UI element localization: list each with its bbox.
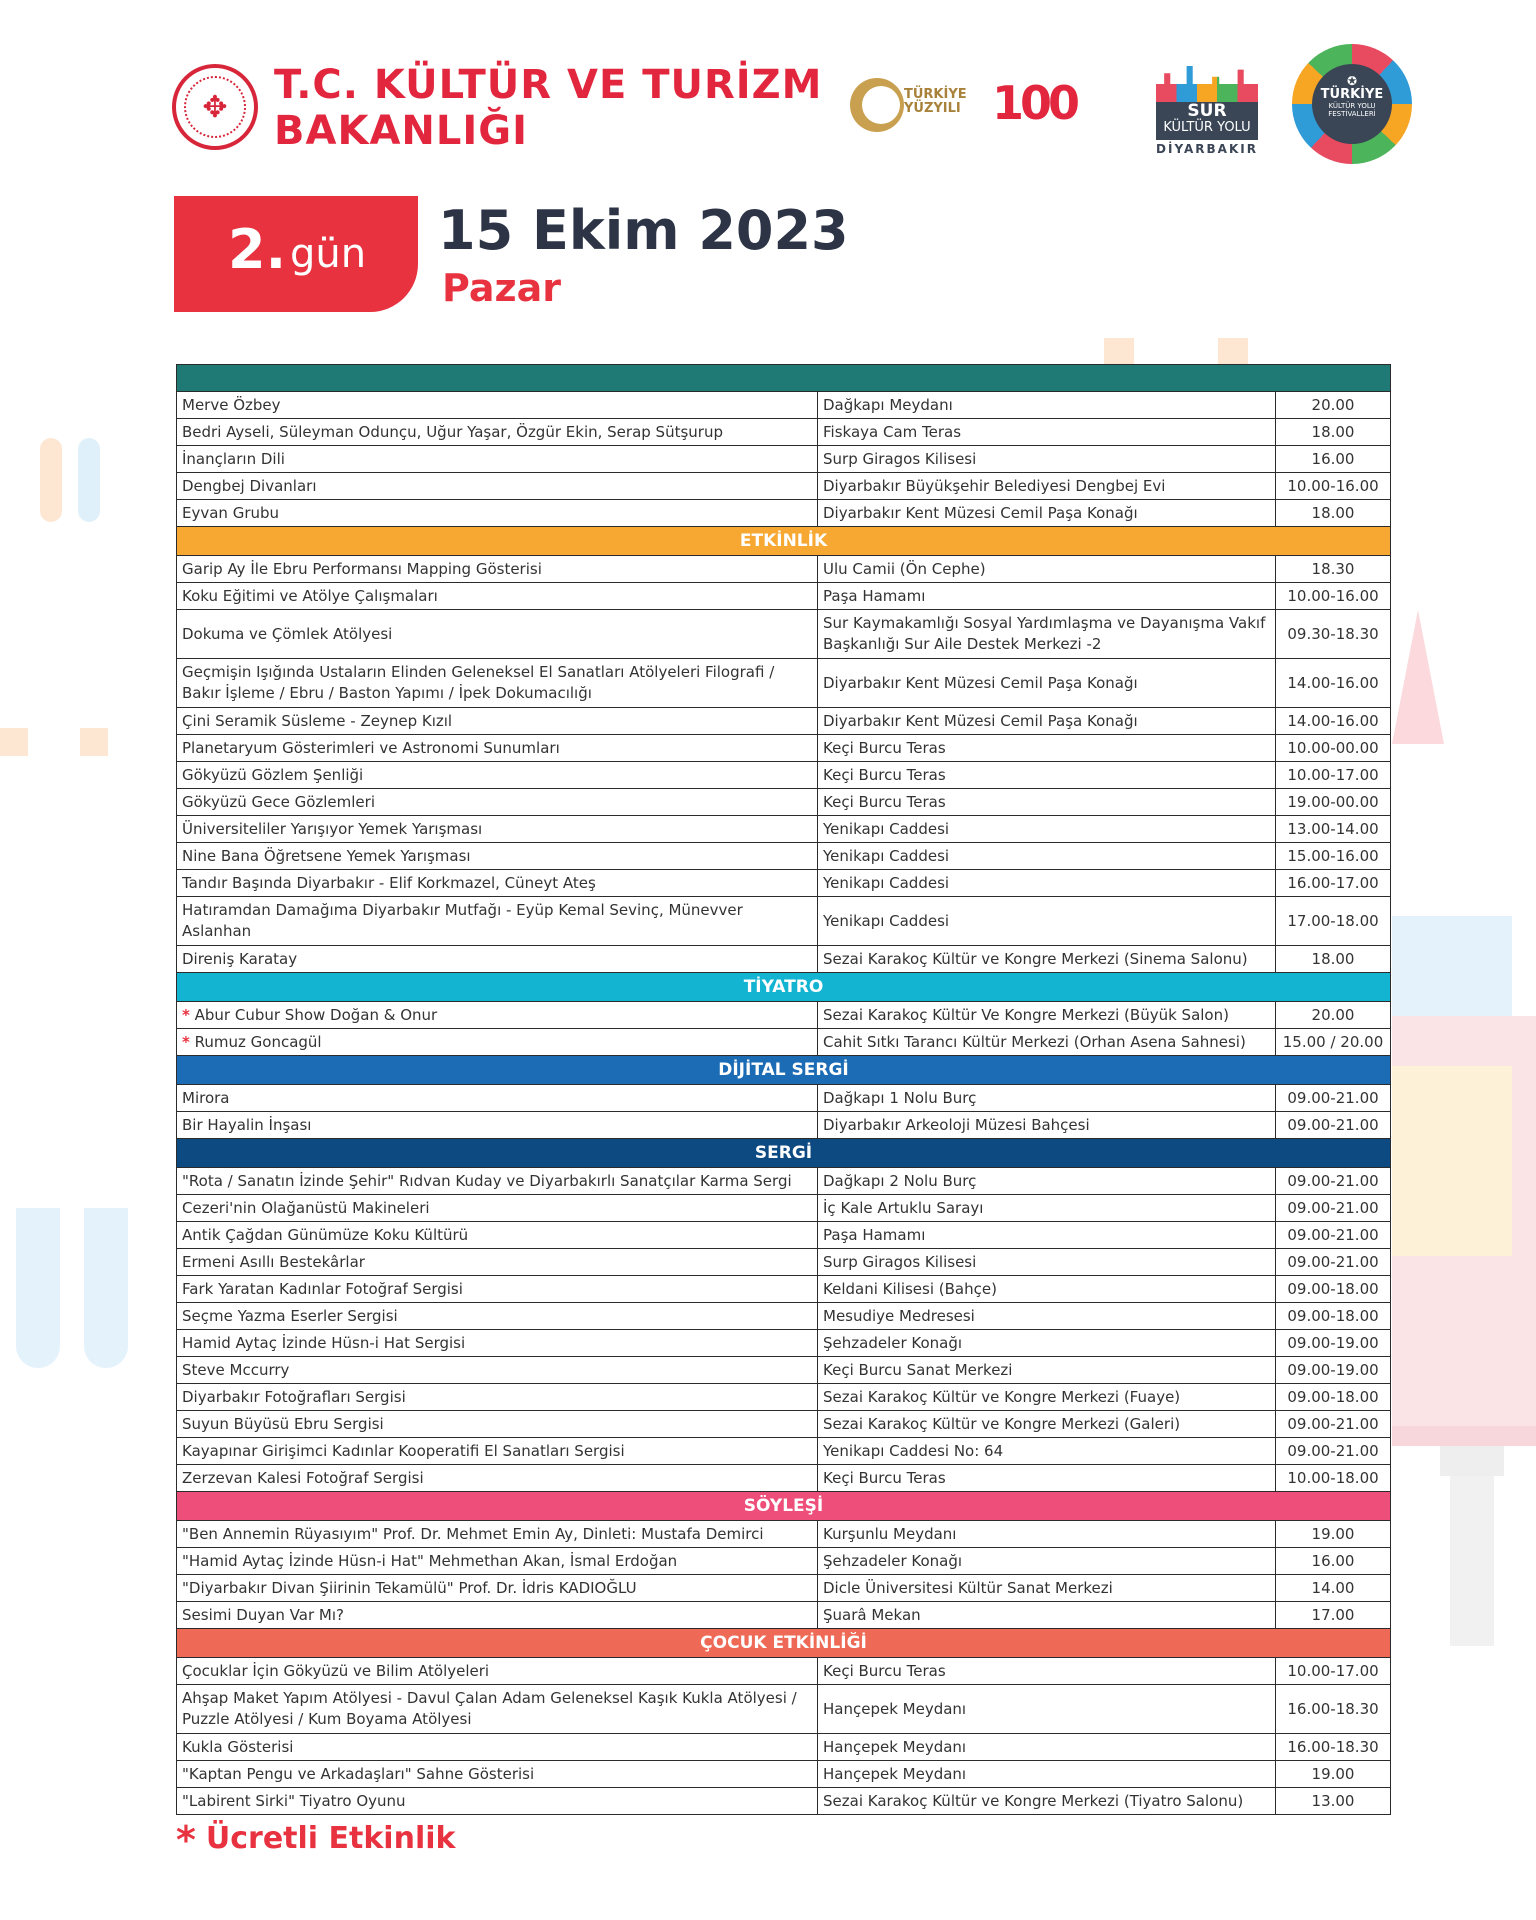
day-number: 2. xyxy=(228,218,287,281)
event-name: Bir Hayalin İnşası xyxy=(182,1115,312,1134)
decor-tower-base xyxy=(1450,1476,1494,1646)
table-row xyxy=(177,583,1391,610)
event-name: Cezeri'nin Olağanüstü Makineleri xyxy=(182,1198,430,1217)
time-cell: 10.00-00.00 xyxy=(1276,735,1391,762)
event-name: Seçme Yazma Eserler Sergisi xyxy=(182,1306,398,1325)
event-name: "Kaptan Pengu ve Arkadaşları" Sahne Gösterisi xyxy=(182,1764,535,1783)
venue-cell: Diyarbakır Kent Müzesi Cemil Paşa Konağı xyxy=(818,708,1276,735)
event-cell xyxy=(177,473,818,500)
table-row xyxy=(177,1357,1391,1384)
venue-cell: Yenikapı Caddesi xyxy=(818,897,1276,946)
venue-cell: Ulu Camii (Ön Cephe) xyxy=(818,556,1276,583)
venue-cell: Keçi Burcu Sanat Merkezi xyxy=(818,1357,1276,1384)
venue-cell: Paşa Hamamı xyxy=(818,1222,1276,1249)
event-name: Ermeni Asıllı Bestekârlar xyxy=(182,1252,365,1271)
event-name: "Diyarbakır Divan Şiirinin Tekamülü" Prof. Dr. İdris KADIOĞLU xyxy=(182,1578,637,1597)
event-name: Tandır Başında Diyarbakır - Elif Korkmazel, Cüneyt Ateş xyxy=(182,873,596,892)
table-row xyxy=(177,1029,1391,1056)
table-row xyxy=(177,419,1391,446)
event-name: Ahşap Maket Yapım Atölyesi - Davul Çalan Adam Geleneksel Kaşık Kukla Atölyesi / Puzzle Atölyesi / Kum Boyama Atölyesi xyxy=(182,1689,797,1728)
venue-cell: Yenikapı Caddesi xyxy=(818,843,1276,870)
festival-logo-word: TÜRKİYE xyxy=(1320,87,1384,102)
venue-cell: Yenikapı Caddesi xyxy=(818,816,1276,843)
table-row xyxy=(177,1112,1391,1139)
table-row xyxy=(177,556,1391,583)
time-cell: 09.00-21.00 xyxy=(1276,1085,1391,1112)
decor-tower-blue xyxy=(1392,916,1512,1016)
table-row xyxy=(177,1330,1391,1357)
table-row xyxy=(177,1548,1391,1575)
event-name: Mirora xyxy=(182,1088,230,1107)
table-row xyxy=(177,1465,1391,1492)
event-name: "Labirent Sirki" Tiyatro Oyunu xyxy=(182,1791,406,1810)
event-cell xyxy=(177,610,818,659)
table-row xyxy=(177,843,1391,870)
event-name: Zerzevan Kalesi Fotoğraf Sergisi xyxy=(182,1468,424,1487)
decor-tower-grey xyxy=(1440,1446,1504,1476)
event-cell xyxy=(177,419,818,446)
venue-cell: Yenikapı Caddesi xyxy=(818,870,1276,897)
venue-cell: Keçi Burcu Teras xyxy=(818,1658,1276,1685)
event-cell xyxy=(177,1761,818,1788)
time-cell: 09.00-21.00 xyxy=(1276,1222,1391,1249)
event-cell xyxy=(177,1521,818,1548)
event-cell xyxy=(177,762,818,789)
festival-star-icon: ✪ xyxy=(1346,74,1358,88)
time-cell: 10.00-16.00 xyxy=(1276,473,1391,500)
venue-cell: Keçi Burcu Teras xyxy=(818,762,1276,789)
venue-cell: Sezai Karakoç Kültür ve Kongre Merkezi (Fuaye) xyxy=(818,1384,1276,1411)
table-row xyxy=(177,1303,1391,1330)
time-cell: 09.00-21.00 xyxy=(1276,1249,1391,1276)
event-name: Hamid Aytaç İzinde Hüsn-i Hat Sergisi xyxy=(182,1333,466,1352)
time-cell: 09.00-19.00 xyxy=(1276,1330,1391,1357)
table-row xyxy=(177,1002,1391,1029)
table-row xyxy=(177,1685,1391,1734)
decor-triangle xyxy=(1392,610,1444,744)
centenary-mark: 100 xyxy=(992,76,1077,130)
section-header-soylesi xyxy=(177,1492,1391,1521)
venue-cell: Hançepek Meydanı xyxy=(818,1685,1276,1734)
time-cell: 10.00-17.00 xyxy=(1276,1658,1391,1685)
time-cell: 19.00 xyxy=(1276,1761,1391,1788)
event-name: Koku Eğitimi ve Atölye Çalışmaları xyxy=(182,586,438,605)
event-cell xyxy=(177,1734,818,1761)
ministry-emblem-icon: ✥ xyxy=(172,64,258,150)
event-cell xyxy=(177,446,818,473)
event-name: Geçmişin Işığında Ustaların Elinden Geleneksel El Sanatları Atölyeleri Filografi / Bakır İşleme / Ebru / Baston Yapımı / İpek Dokumacılığı xyxy=(182,663,775,702)
event-name: Antik Çağdan Günümüze Koku Kültürü xyxy=(182,1225,469,1244)
decor-bar-left-1 xyxy=(40,438,62,522)
event-name: Gökyüzü Gözlem Şenliği xyxy=(182,765,364,784)
table-row xyxy=(177,1222,1391,1249)
event-name: Rumuz Goncagül xyxy=(194,1032,322,1051)
time-cell: 10.00-16.00 xyxy=(1276,583,1391,610)
time-cell: 09.00-18.00 xyxy=(1276,1276,1391,1303)
decor-arch-left-1 xyxy=(16,1208,60,1368)
section-header-dijital-sergi xyxy=(177,1056,1391,1085)
sur-kultur-yolu-logo xyxy=(1152,60,1262,160)
schedule-table xyxy=(176,364,1391,1815)
time-cell: 18.00 xyxy=(1276,946,1391,973)
section-header-sergi xyxy=(177,1139,1391,1168)
event-cell xyxy=(177,870,818,897)
decor-tower-stripe xyxy=(1392,1426,1536,1446)
time-cell: 16.00 xyxy=(1276,1548,1391,1575)
schedule-body xyxy=(177,365,1391,1815)
venue-cell: Sezai Karakoç Kültür ve Kongre Merkezi (Tiyatro Salonu) xyxy=(818,1788,1276,1815)
crescent-icon xyxy=(850,78,904,132)
time-cell: 19.00-00.00 xyxy=(1276,789,1391,816)
venue-cell: Keçi Burcu Teras xyxy=(818,789,1276,816)
venue-cell: Yenikapı Caddesi No: 64 xyxy=(818,1438,1276,1465)
city-skyline-icon xyxy=(1156,66,1258,102)
event-cell xyxy=(177,1195,818,1222)
venue-cell: Kurşunlu Meydanı xyxy=(818,1521,1276,1548)
table-row xyxy=(177,1658,1391,1685)
time-cell: 20.00 xyxy=(1276,1002,1391,1029)
table-row xyxy=(177,735,1391,762)
paid-marker: * xyxy=(182,1032,190,1051)
event-name: Dokuma ve Çömlek Atölyesi xyxy=(182,624,393,643)
turkiye-yuzyili-line2: YÜZYILI xyxy=(904,101,961,116)
section-header-etkinlik xyxy=(177,527,1391,556)
time-cell: 19.00 xyxy=(1276,1521,1391,1548)
table-row xyxy=(177,1276,1391,1303)
sur-logo-word: SUR xyxy=(1187,101,1227,121)
section-title: ÇOCUK ETKİNLİĞİ xyxy=(177,1629,1391,1658)
event-cell xyxy=(177,392,818,419)
sur-logo-city: DİYARBAKIR xyxy=(1156,142,1258,156)
time-cell: 14.00-16.00 xyxy=(1276,659,1391,708)
venue-cell: Cahit Sıtkı Tarancı Kültür Merkezi (Orhan Asena Sahnesi) xyxy=(818,1029,1276,1056)
festival-logo xyxy=(1292,44,1412,164)
time-cell: 09.30-18.30 xyxy=(1276,610,1391,659)
table-row xyxy=(177,1384,1391,1411)
event-name: Garip Ay İle Ebru Performansı Mapping Gösterisi xyxy=(182,559,542,578)
table-row xyxy=(177,1411,1391,1438)
day-word: gün xyxy=(290,231,367,277)
event-cell xyxy=(177,1438,818,1465)
time-cell: 18.30 xyxy=(1276,556,1391,583)
time-cell: 17.00 xyxy=(1276,1602,1391,1629)
table-row xyxy=(177,946,1391,973)
event-cell xyxy=(177,789,818,816)
event-cell xyxy=(177,1330,818,1357)
event-name: Gökyüzü Gece Gözlemleri xyxy=(182,792,375,811)
venue-cell: Dağkapı 2 Nolu Burç xyxy=(818,1168,1276,1195)
table-row xyxy=(177,789,1391,816)
decor-square-top-2 xyxy=(1218,338,1248,364)
event-cell xyxy=(177,1575,818,1602)
event-cell xyxy=(177,1029,818,1056)
event-name: Kayapınar Girişimci Kadınlar Kooperatifi El Sanatları Sergisi xyxy=(182,1441,625,1460)
table-row xyxy=(177,1761,1391,1788)
table-row xyxy=(177,392,1391,419)
event-name: Abur Cubur Show Doğan & Onur xyxy=(194,1005,438,1024)
event-cell xyxy=(177,1002,818,1029)
event-name: Eyvan Grubu xyxy=(182,503,280,522)
venue-cell: Diyarbakır Arkeoloji Müzesi Bahçesi xyxy=(818,1112,1276,1139)
time-cell: 09.00-18.00 xyxy=(1276,1303,1391,1330)
event-name: Kukla Gösterisi xyxy=(182,1737,294,1756)
event-cell xyxy=(177,500,818,527)
event-cell xyxy=(177,583,818,610)
time-cell: 09.00-21.00 xyxy=(1276,1168,1391,1195)
event-name: Hatıramdan Damağıma Diyarbakır Mutfağı - Eyüp Kemal Sevinç, Münevver Aslanhan xyxy=(182,901,743,940)
table-row xyxy=(177,1195,1391,1222)
venue-cell: Dağkapı Meydanı xyxy=(818,392,1276,419)
event-cell xyxy=(177,1465,818,1492)
event-name: Planetaryum Gösterimleri ve Astronomi Sunumları xyxy=(182,738,560,757)
venue-cell: Keçi Burcu Teras xyxy=(818,1465,1276,1492)
venue-cell: Fiskaya Cam Teras xyxy=(818,419,1276,446)
event-cell xyxy=(177,1411,818,1438)
event-name: Suyun Büyüsü Ebru Sergisi xyxy=(182,1414,384,1433)
table-row xyxy=(177,500,1391,527)
table-row xyxy=(177,762,1391,789)
ministry-title-line2: BAKANLIĞI xyxy=(274,108,528,154)
time-cell: 16.00-17.00 xyxy=(1276,870,1391,897)
time-cell: 10.00-18.00 xyxy=(1276,1465,1391,1492)
table-row xyxy=(177,1575,1391,1602)
paid-event-label: Ücretli Etkinlik xyxy=(205,1821,456,1856)
table-row xyxy=(177,1249,1391,1276)
time-cell: 14.00-16.00 xyxy=(1276,708,1391,735)
turkiye-yuzyili-text xyxy=(904,88,967,116)
festival-logo-sub: KÜLTÜR YOLU FESTİVALLERİ xyxy=(1328,102,1376,118)
time-cell: 09.00-21.00 xyxy=(1276,1112,1391,1139)
time-cell: 18.00 xyxy=(1276,500,1391,527)
table-row xyxy=(177,659,1391,708)
event-name: Bedri Ayseli, Süleyman Odunçu, Uğur Yaşar, Özgür Ekin, Serap Sütşurup xyxy=(182,422,723,441)
venue-cell: Sur Kaymakamlığı Sosyal Yardımlaşma ve Dayanışma Vakıf Başkanlığı Sur Aile Destek Merkezi -2 xyxy=(818,610,1276,659)
section-header-tiyatro xyxy=(177,973,1391,1002)
event-cell xyxy=(177,897,818,946)
venue-cell: Hançepek Meydanı xyxy=(818,1734,1276,1761)
section-header-cocuk-etkinligi xyxy=(177,1629,1391,1658)
event-name: "Hamid Aytaç İzinde Hüsn-i Hat" Mehmethan Akan, İsmal Erdoğan xyxy=(182,1551,678,1570)
event-name: Çini Seramik Süsleme - Zeynep Kızıl xyxy=(182,711,453,730)
time-cell: 09.00-19.00 xyxy=(1276,1357,1391,1384)
table-row xyxy=(177,1168,1391,1195)
table-row xyxy=(177,1734,1391,1761)
event-name: Dengbej Divanları xyxy=(182,476,317,495)
venue-cell: Keldani Kilisesi (Bahçe) xyxy=(818,1276,1276,1303)
decor-bar-left-2 xyxy=(78,438,100,522)
event-name: "Ben Annemin Rüyasıyım" Prof. Dr. Mehmet Emin Ay, Dinleti: Mustafa Demirci xyxy=(182,1524,764,1543)
event-name: Nine Bana Öğretsene Yemek Yarışması xyxy=(182,846,471,865)
event-cell xyxy=(177,1249,818,1276)
event-name: Fark Yaratan Kadınlar Fotoğraf Sergisi xyxy=(182,1279,463,1298)
event-cell xyxy=(177,1685,818,1734)
venue-cell: Dağkapı 1 Nolu Burç xyxy=(818,1085,1276,1112)
turkiye-yuzyili-logo xyxy=(850,76,1100,136)
schedule-header-bar xyxy=(177,365,1391,392)
table-row xyxy=(177,870,1391,897)
event-name: İnançların Dili xyxy=(182,449,285,468)
event-cell xyxy=(177,1112,818,1139)
time-cell: 09.00-21.00 xyxy=(1276,1195,1391,1222)
event-name: Üniversiteliler Yarışıyor Yemek Yarışması xyxy=(182,819,483,838)
venue-cell: Surp Giragos Kilisesi xyxy=(818,1249,1276,1276)
event-weekday: Pazar xyxy=(442,266,561,310)
turkiye-yuzyili-line1: TÜRKİYE xyxy=(904,87,967,102)
event-cell xyxy=(177,1303,818,1330)
event-cell xyxy=(177,1788,818,1815)
venue-cell: Diyarbakır Kent Müzesi Cemil Paşa Konağı xyxy=(818,500,1276,527)
venue-cell: Diyarbakır Kent Müzesi Cemil Paşa Konağı xyxy=(818,659,1276,708)
paid-marker: * xyxy=(182,1005,190,1024)
section-title: ETKİNLİK xyxy=(177,527,1391,556)
event-cell xyxy=(177,1384,818,1411)
event-cell xyxy=(177,1658,818,1685)
sur-logo-box xyxy=(1156,102,1258,140)
event-name: Direniş Karatay xyxy=(182,949,298,968)
event-cell xyxy=(177,735,818,762)
venue-cell: Şuarâ Mekan xyxy=(818,1602,1276,1629)
event-name: Sesimi Duyan Var Mı? xyxy=(182,1605,344,1624)
venue-cell: Paşa Hamamı xyxy=(818,583,1276,610)
section-title: SERGİ xyxy=(177,1139,1391,1168)
venue-cell: Diyarbakır Büyükşehir Belediyesi Dengbej Evi xyxy=(818,473,1276,500)
time-cell: 16.00-18.30 xyxy=(1276,1685,1391,1734)
event-cell xyxy=(177,1602,818,1629)
event-cell xyxy=(177,843,818,870)
time-cell: 10.00-17.00 xyxy=(1276,762,1391,789)
decor-square-1 xyxy=(0,728,28,756)
event-cell xyxy=(177,816,818,843)
time-cell: 15.00 / 20.00 xyxy=(1276,1029,1391,1056)
event-name: Merve Özbey xyxy=(182,395,281,414)
decor-tower-yellow xyxy=(1392,1066,1512,1256)
time-cell: 09.00-21.00 xyxy=(1276,1438,1391,1465)
event-cell xyxy=(177,556,818,583)
section-title: TİYATRO xyxy=(177,973,1391,1002)
event-cell xyxy=(177,659,818,708)
decor-arch-left-2 xyxy=(84,1208,128,1368)
table-row xyxy=(177,708,1391,735)
venue-cell: Keçi Burcu Teras xyxy=(818,735,1276,762)
time-cell: 13.00 xyxy=(1276,1788,1391,1815)
venue-cell: Şehzadeler Konağı xyxy=(818,1330,1276,1357)
ministry-title-line1: T.C. KÜLTÜR VE TURİZM xyxy=(274,62,823,108)
section-title: SÖYLEŞİ xyxy=(177,1492,1391,1521)
time-cell: 16.00 xyxy=(1276,446,1391,473)
schedule-header-bar-cell xyxy=(177,365,1391,392)
event-cell xyxy=(177,1085,818,1112)
table-row xyxy=(177,446,1391,473)
table-row xyxy=(177,1521,1391,1548)
event-name: Steve Mccurry xyxy=(182,1360,290,1379)
festival-logo-center xyxy=(1312,64,1392,144)
page-header xyxy=(0,0,1536,340)
event-cell xyxy=(177,1357,818,1384)
event-cell xyxy=(177,1222,818,1249)
venue-cell: Mesudiye Medresesi xyxy=(818,1303,1276,1330)
time-cell: 15.00-16.00 xyxy=(1276,843,1391,870)
event-cell xyxy=(177,1548,818,1575)
venue-cell: Sezai Karakoç Kültür ve Kongre Merkezi (Sinema Salonu) xyxy=(818,946,1276,973)
section-title: DİJİTAL SERGİ xyxy=(177,1056,1391,1085)
event-cell xyxy=(177,946,818,973)
venue-cell: Sezai Karakoç Kültür Ve Kongre Merkezi (Büyük Salon) xyxy=(818,1002,1276,1029)
decor-square-top-1 xyxy=(1104,338,1134,364)
time-cell: 14.00 xyxy=(1276,1575,1391,1602)
venue-cell: Sezai Karakoç Kültür ve Kongre Merkezi (Galeri) xyxy=(818,1411,1276,1438)
venue-cell: Şehzadeler Konağı xyxy=(818,1548,1276,1575)
paid-event-footnote xyxy=(176,1817,456,1862)
event-name: "Rota / Sanatın İzinde Şehir" Rıdvan Kuday ve Diyarbakırlı Sanatçılar Karma Sergi xyxy=(182,1171,792,1190)
time-cell: 09.00-21.00 xyxy=(1276,1411,1391,1438)
table-row xyxy=(177,897,1391,946)
table-row xyxy=(177,1602,1391,1629)
time-cell: 20.00 xyxy=(1276,392,1391,419)
venue-cell: Surp Giragos Kilisesi xyxy=(818,446,1276,473)
table-row xyxy=(177,816,1391,843)
time-cell: 16.00-18.30 xyxy=(1276,1734,1391,1761)
time-cell: 09.00-18.00 xyxy=(1276,1384,1391,1411)
table-row xyxy=(177,1085,1391,1112)
time-cell: 17.00-18.00 xyxy=(1276,897,1391,946)
event-name: Çocuklar İçin Gökyüzü ve Bilim Atölyeleri xyxy=(182,1661,490,1680)
ministry-title xyxy=(274,62,822,154)
event-name: Diyarbakır Fotoğrafları Sergisi xyxy=(182,1387,406,1406)
table-row xyxy=(177,1788,1391,1815)
venue-cell: Dicle Üniversitesi Kültür Sanat Merkezi xyxy=(818,1575,1276,1602)
decor-square-2 xyxy=(80,728,108,756)
event-cell xyxy=(177,1168,818,1195)
event-date: 15 Ekim 2023 xyxy=(438,199,849,262)
event-cell xyxy=(177,708,818,735)
venue-cell: Hançepek Meydanı xyxy=(818,1761,1276,1788)
sur-logo-sub: KÜLTÜR YOLU xyxy=(1163,120,1251,135)
day-badge xyxy=(174,196,418,312)
time-cell: 18.00 xyxy=(1276,419,1391,446)
table-row xyxy=(177,1438,1391,1465)
asterisk-icon: * xyxy=(176,1817,196,1862)
venue-cell: İç Kale Artuklu Sarayı xyxy=(818,1195,1276,1222)
table-row xyxy=(177,473,1391,500)
time-cell: 13.00-14.00 xyxy=(1276,816,1391,843)
event-cell xyxy=(177,1276,818,1303)
table-row xyxy=(177,610,1391,659)
